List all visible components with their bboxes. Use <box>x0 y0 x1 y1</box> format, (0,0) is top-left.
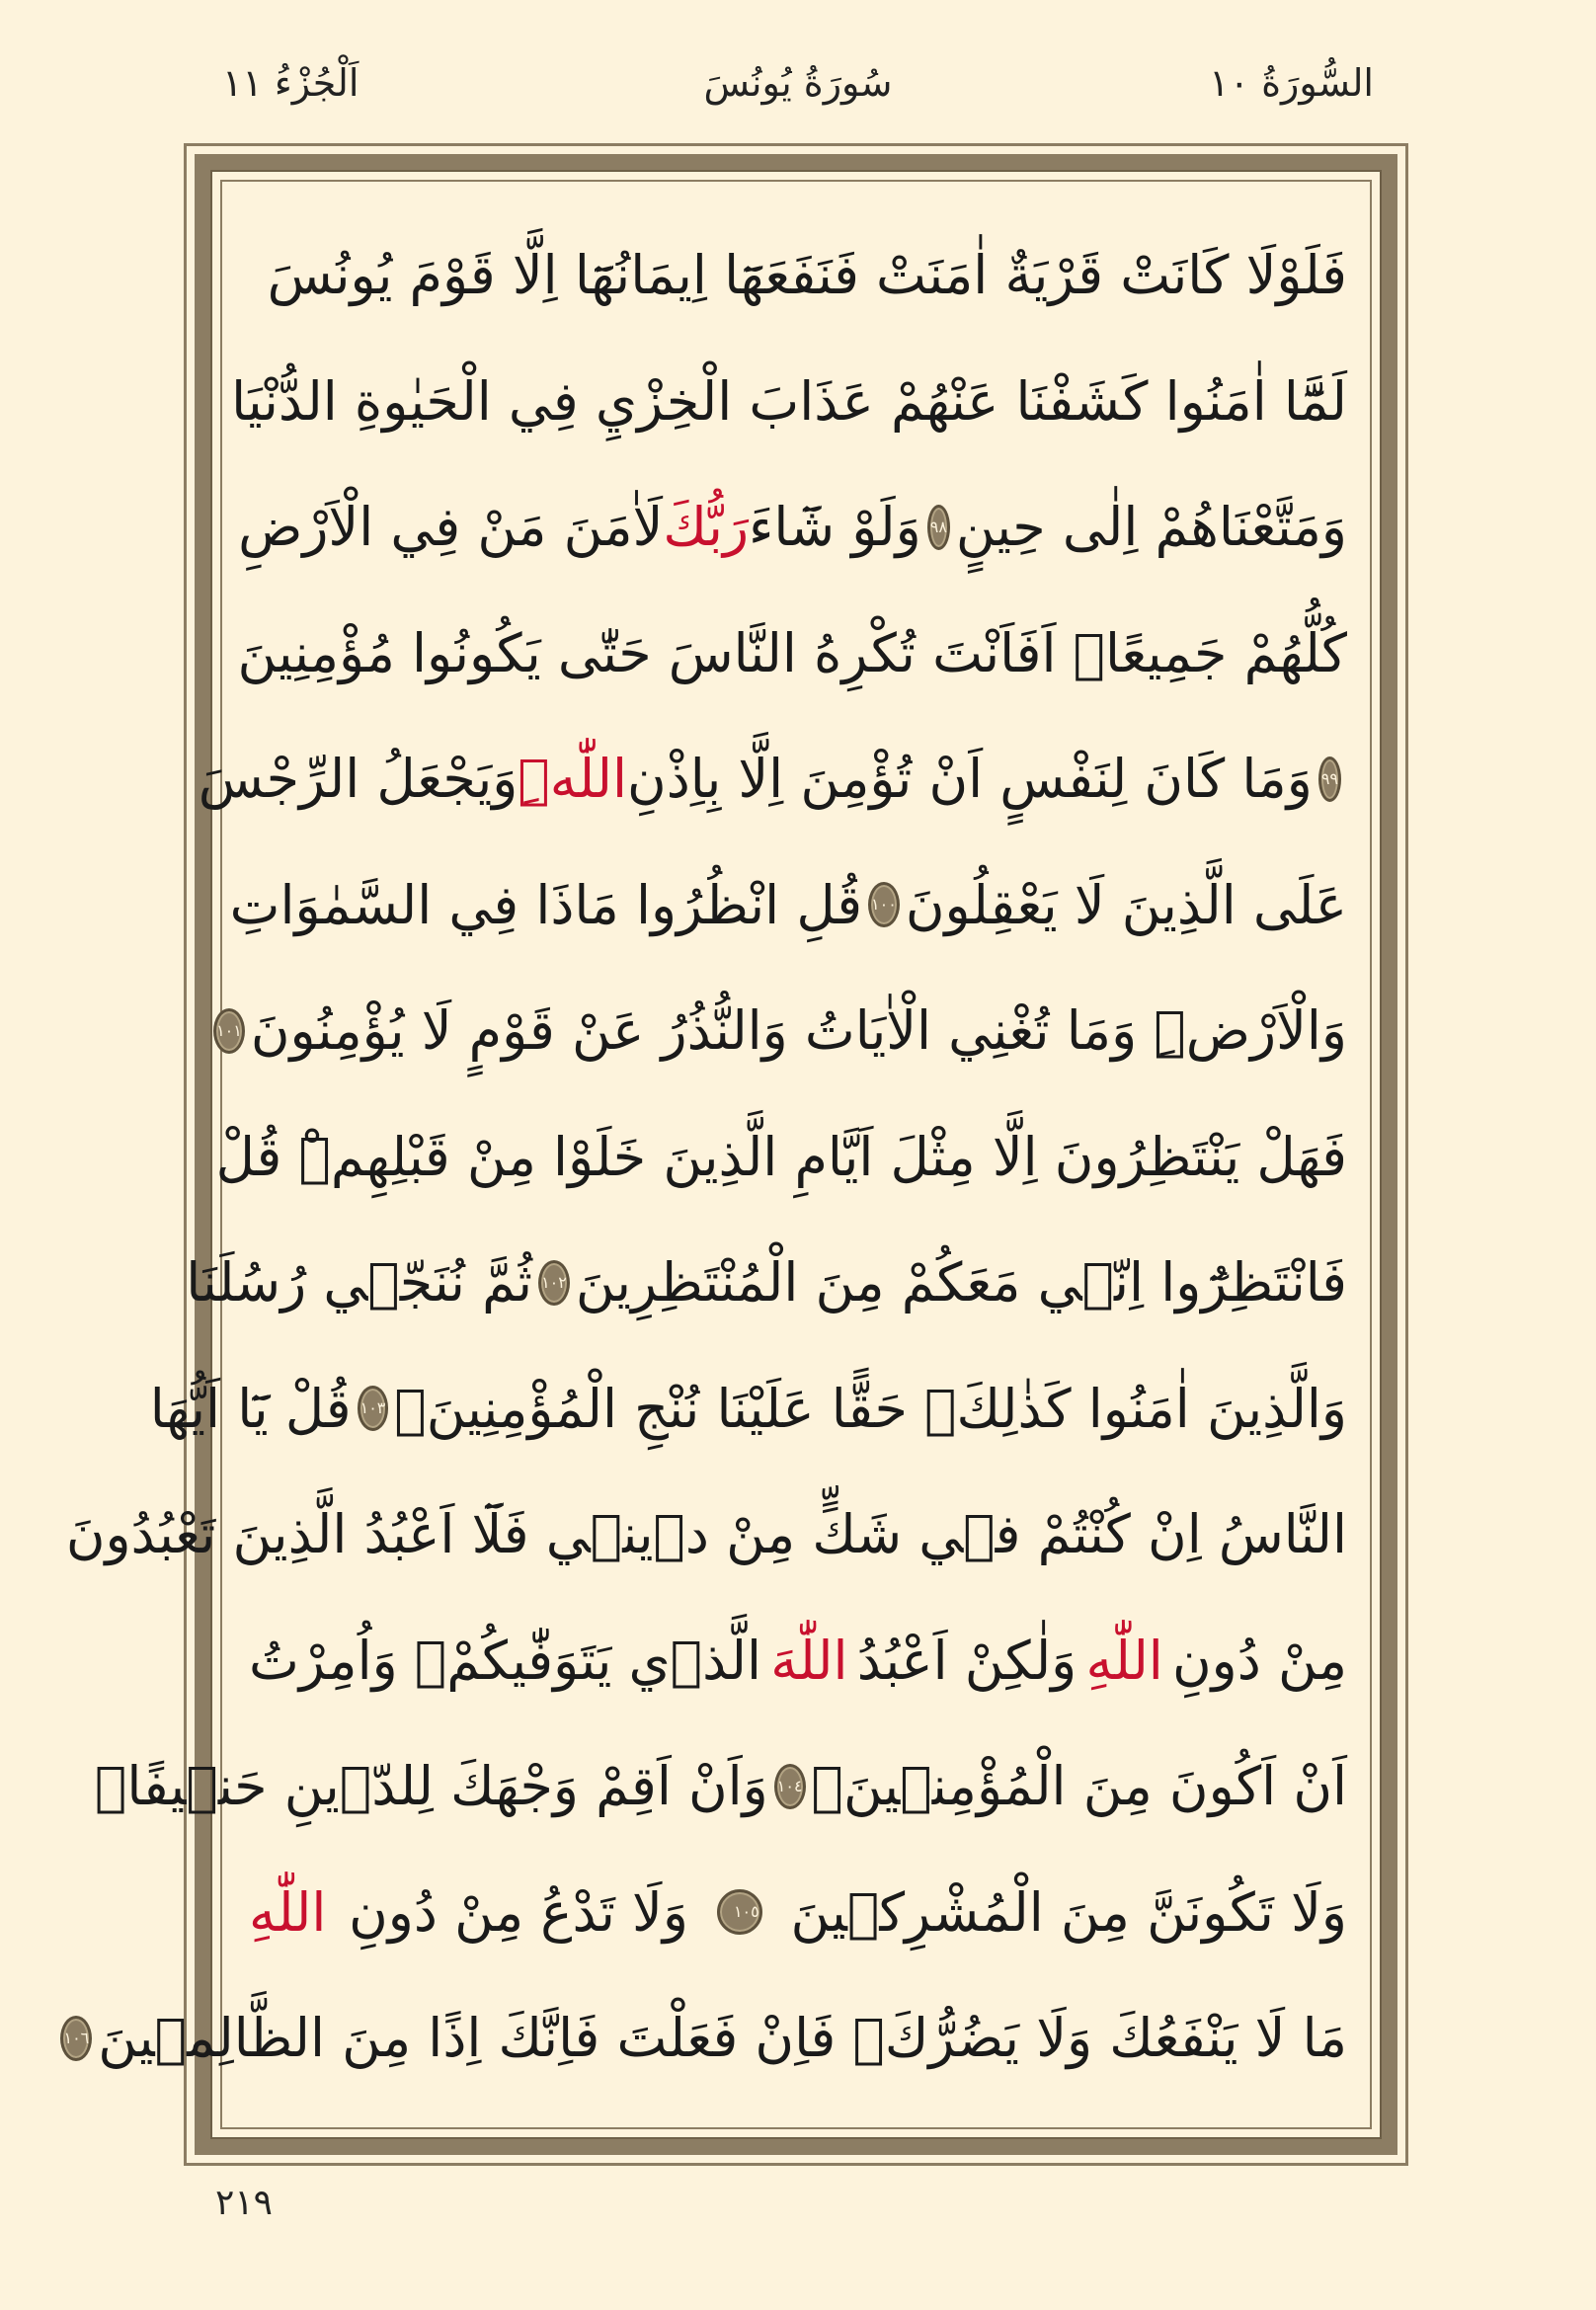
text-line <box>249 212 1347 339</box>
verse-text: ثُمَّ نُنَجّ۪ي رُسُلَنَا <box>186 1251 533 1314</box>
surah-number: السُّورَةُ ١٠ <box>1209 61 1374 105</box>
text-line <box>149 1346 1347 1473</box>
divine-name-text: رَبُّكَ <box>663 496 750 559</box>
ayah-number-marker: ٩٨ <box>927 505 950 550</box>
verse-text: النَّاسُ اِنْ كُنْتُمْ ف۪ي شَكٍّ مِنْ د۪ين۪ي فَلَٓا اَعْبُدُ الَّذِينَ تَعْبُدُونَ <box>65 1503 1347 1566</box>
verse-text: قُلْ يَٓا اَيُّهَا <box>149 1377 352 1440</box>
text-line <box>198 716 1347 842</box>
text-line <box>215 1094 1347 1221</box>
verse-text: عَلَى الَّذِينَ لَا يَعْقِلُونَ <box>905 873 1347 936</box>
page-number: ٢١٩ <box>215 2183 274 2223</box>
text-line <box>237 591 1347 717</box>
verse-text: وَلَا تَدْعُ مِنْ دُونِ <box>349 1880 688 1944</box>
verse-text: وَاَنْ اَقِمْ وَجْهَكَ لِلدّ۪ينِ حَن۪يفًاۚ <box>94 1755 768 1818</box>
text-line <box>238 464 1347 591</box>
juz-number: اَلْجُزْءُ ١١ <box>222 61 359 105</box>
divine-name-text: اللّٰهِۜ <box>518 748 628 811</box>
verse-text: وَلَا تَكُونَنَّ مِنَ الْمُشْرِك۪ينَ <box>790 1880 1347 1944</box>
text-line <box>186 1220 1347 1346</box>
verse-text: مِنْ دُونِ <box>1172 1629 1347 1692</box>
verse-text: فَانْتَظِرُٓوا اِنّ۪ي مَعَكُمْ مِنَ الْمُنْتَظِرِينَ <box>575 1251 1347 1314</box>
ayah-number-marker: ١٠٤ <box>774 1764 806 1809</box>
text-line <box>249 1598 1347 1724</box>
divine-name-text: اللّٰهَ <box>770 1629 848 1692</box>
page-header <box>0 61 1596 140</box>
verse-text: وَالْاَرْضِۜ وَمَا تُغْنِي الْاٰيَاتُ وَالنُّذُرُ عَنْ قَوْمٍ لَا يُؤْمِنُونَ <box>250 999 1347 1063</box>
ayah-number-marker: ١٠٦ <box>60 2016 92 2061</box>
quran-text <box>63 212 1347 2089</box>
text-line <box>94 1723 1347 1850</box>
divine-name-text: اللّٰهِ <box>1085 1629 1163 1692</box>
verse-text: فَلَوْلَا كَانَتْ قَرْيَةٌ اٰمَنَتْ فَنَفَعَهَٓا اِيمَانُهَٓا اِلَّا قَوْمَ يُونُسَ <box>267 244 1347 307</box>
verse-text: كُلُّهُمْ جَمِيعًاۜ اَفَاَنْتَ تُكْرِهُ النَّاسَ حَتّٰى يَكُونُوا مُؤْمِنِينَ <box>237 621 1347 684</box>
text-line <box>63 1975 1347 2102</box>
verse-text: وَلَوْ شَٓاءَ <box>749 496 921 559</box>
text-line <box>231 339 1347 465</box>
verse-text: وَلٰكِنْ اَعْبُدُ <box>856 1629 1077 1692</box>
ayah-number-marker: ١٠٥ <box>717 1889 762 1935</box>
verse-text: وَمَتَّعْنَاهُمْ اِلٰى حِينٍ <box>955 496 1347 559</box>
text-line <box>216 968 1347 1094</box>
ayah-number-marker: ١٠٠ <box>868 882 900 927</box>
text-line <box>229 842 1347 969</box>
divine-name-text: اللّٰهِ <box>249 1880 327 1944</box>
text-line <box>249 1850 1347 1976</box>
verse-text: لَاٰمَنَ مَنْ فِي الْاَرْضِ <box>238 496 664 559</box>
ayah-number-marker: ١٠١ <box>213 1008 245 1054</box>
verse-text: فَهَلْ يَنْتَظِرُونَ اِلَّا مِثْلَ اَيَّامِ الَّذِينَ خَلَوْا مِنْ قَبْلِهِمْۜ قُلْ <box>215 1125 1347 1188</box>
verse-text: اَنْ اَكُونَ مِنَ الْمُؤْمِن۪ينَۙ <box>811 1755 1347 1818</box>
ayah-number-marker: ١٠٣ <box>358 1386 389 1431</box>
verse-text: وَيَجْعَلُ الرِّجْسَ <box>198 748 519 811</box>
verse-text: الَّذ۪ي يَتَوَفّٰيكُمْۚ وَاُمِرْتُ <box>249 1629 761 1692</box>
verse-text: وَالَّذِينَ اٰمَنُوا كَذٰلِكَۚ حَقًّا عَلَيْنَا نُنْجِ الْمُؤْمِنِينَ۟ <box>394 1377 1347 1440</box>
surah-name: سُورَةُ يُونُسَ <box>703 61 893 105</box>
verse-text: لَمَّٓا اٰمَنُوا كَشَفْنَا عَنْهُمْ عَذَابَ الْخِزْيِ فِي الْحَيٰوةِ الدُّنْيَا <box>231 369 1347 433</box>
ayah-number-marker: ١٠٢ <box>538 1260 570 1306</box>
text-line <box>65 1472 1347 1598</box>
verse-text: مَا لَا يَنْفَعُكَ وَلَا يَضُرُّكَۚ فَاِنْ فَعَلْتَ فَاِنَّكَ اِذًا مِنَ الظَّالِم۪ينَ <box>98 2007 1347 2070</box>
verse-text: قُلِ انْظُرُوا مَاذَا فِي السَّمٰوَاتِ <box>229 873 863 936</box>
ayah-number-marker: ٩٩ <box>1318 757 1341 802</box>
verse-text: وَمَا كَانَ لِنَفْسٍ اَنْ تُؤْمِنَ اِلَّا بِاِذْنِ <box>627 748 1313 811</box>
